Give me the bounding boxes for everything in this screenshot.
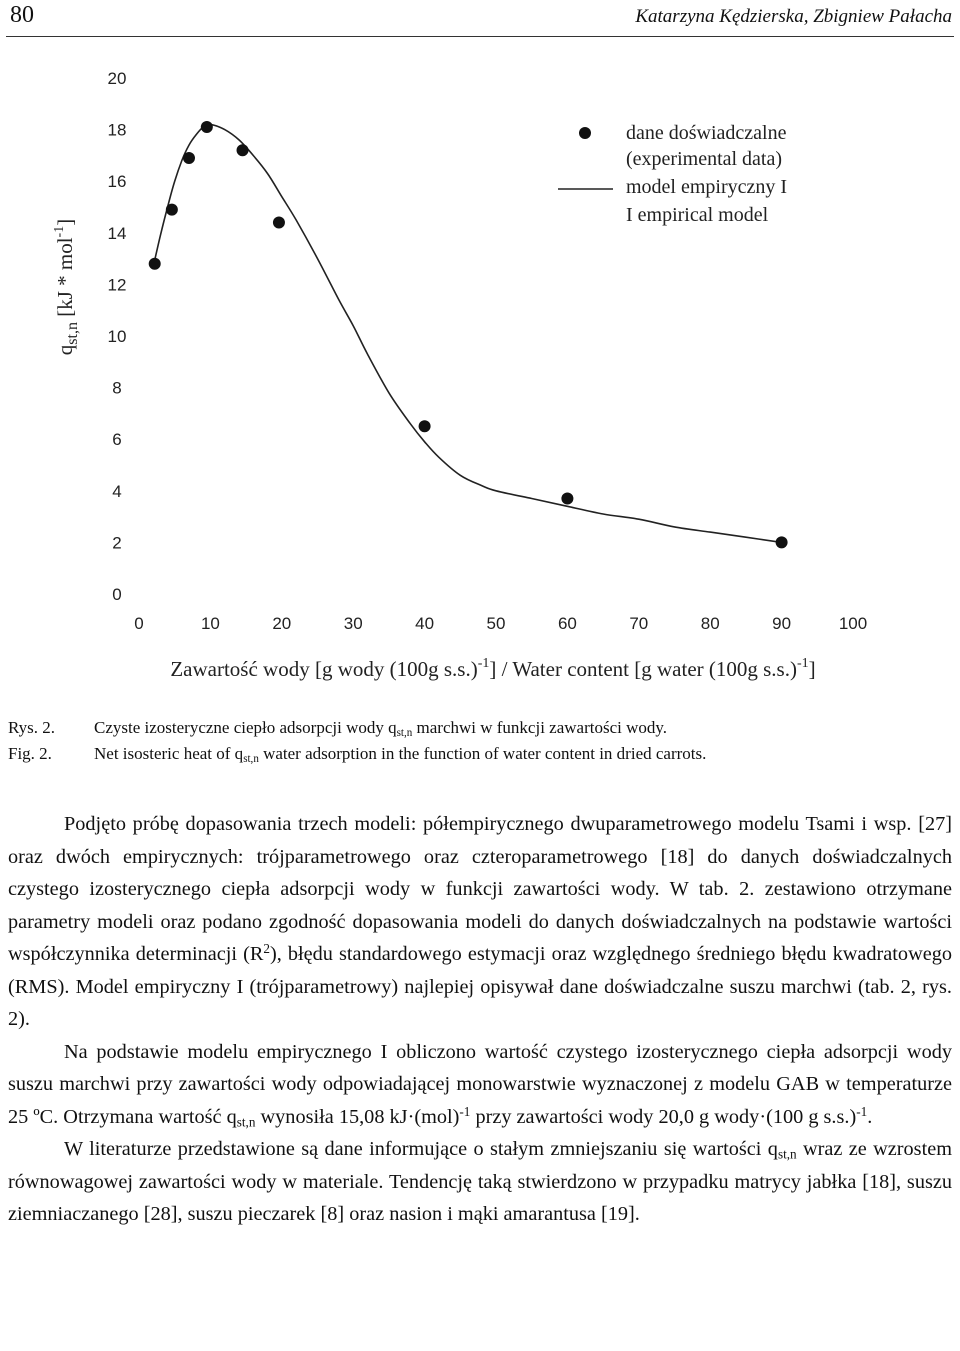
paragraph-2: Na podstawie modelu empirycznego I obliczono wartość czystego izosterycznego ciepła adsorpcji wody suszu marchwi przy zawartości wody odpowiadającej monowarstwie wyznaczonej z modelu GAB w temperaturze 25 ºC. Otrzymana wartość $q_{st,n}$ wynosiła 15,08 kJ·(mol)$^{-1}$ przy zawartości wody 20,0 g wody·(100 g s.s.)$^{-1}$.	[8, 1040, 952, 1129]
paragraph-1: Podjęto próbę dopasowania trzech modeli: półempirycznego dwuparametrowego modelu Tsami i wsp. [27] oraz dwóch empirycznych: trójparametrowego oraz czteroparametrowego [18] do danych doświadczalnych czystego izosterycznego ciepła adsorpcji wody w funkcji zawartości wody. W tab. 2. zestawiono otrzymane parametry modeli oraz podano zgodność dopasowania modeli do danych doświadczalnych na podstawie wartości współczynnika determinacji $(R^2)$, błędu standardowego estymacji oraz względnego średniego błędu kwadratowego (RMS). Model empiryczny I (trójparametrowy) najlepiej opisywał dane doświadczalne suszu marchwi (tab. 2, rys. 2).	[8, 813, 952, 1030]
data-point	[166, 204, 178, 216]
paragraph-3: W literaturze przedstawione są dane informujące o stałym zmniejszaniu się wartości $q_{st,n}$ wraz ze wzrostem równowagowej zawartości wody w materiale. Tendencję taką stwierdzono w przypadku matrycy jabłka [18], suszu ziemniaczanego [28], suszu pieczarek [8] oraz nasion i mąki amarantusa [19].	[8, 1138, 952, 1225]
x-tick-label: 70	[629, 614, 649, 633]
data-point	[183, 152, 195, 164]
x-tick-labels	[134, 614, 867, 633]
y-tick-label: 16	[107, 172, 127, 192]
data-point	[273, 216, 285, 228]
data-point	[419, 420, 431, 432]
data-point	[201, 121, 213, 133]
page-number: 80	[10, 2, 34, 28]
data-point	[237, 144, 249, 156]
y-tick-label: 20	[107, 69, 127, 88]
x-axis-title: Zawartość wody [g wody (100g s.s.)$^{-1}$] / Water content [g water (100g s.s.)$^{-1}$]	[170, 656, 816, 681]
x-tick-label: 90	[772, 614, 792, 633]
x-tick-label: 10	[200, 614, 220, 633]
x-tick-label: 80	[700, 614, 720, 633]
running-authors: Katarzyna Kędzierska, Zbigniew Pałacha	[635, 6, 952, 27]
y-tick-label: 10	[107, 327, 127, 346]
x-tick-label: 60	[557, 614, 577, 633]
data-point	[776, 536, 788, 548]
chart-figure	[0, 40, 960, 710]
y-tick-label: 8	[112, 378, 122, 398]
data-point	[149, 258, 161, 270]
y-tick-labels	[108, 69, 127, 604]
legend-model-label-pl: model empiryczny I	[626, 176, 788, 198]
y-tick-label: 18	[107, 120, 127, 140]
data-point	[561, 493, 573, 505]
y-tick-label: 2	[112, 533, 122, 553]
y-tick-label: 12	[107, 275, 127, 295]
caption-row-pl	[8, 715, 952, 741]
x-tick-label: 40	[415, 614, 435, 633]
x-tick-label: 100	[838, 614, 868, 633]
page-header	[8, 0, 952, 36]
y-tick-label: 4	[112, 481, 122, 501]
body-text	[8, 808, 952, 1231]
legend-points-label-en: (experimental data)	[626, 148, 783, 170]
y-tick-label: 0	[112, 585, 122, 604]
caption-label-rys: Rys. 2.	[8, 718, 56, 737]
header-rule	[6, 36, 954, 37]
legend	[558, 122, 787, 226]
caption-text-pl: Czyste izosteryczne ciepło adsorpcji wody $q_{st,n}$ marchwi w funkcji zawartości wody.	[94, 718, 668, 739]
legend-point-marker	[579, 127, 591, 139]
x-tick-label: 0	[134, 614, 144, 633]
figure-caption	[8, 715, 952, 767]
x-tick-label: 20	[272, 614, 292, 633]
y-tick-label: 14	[107, 223, 127, 243]
caption-row-en	[8, 741, 952, 767]
y-tick-label: 6	[112, 430, 122, 450]
legend-points-label-pl: dane doświadczalne	[626, 122, 787, 144]
legend-model-label-en: I empirical model	[626, 204, 769, 226]
x-tick-label: 30	[343, 614, 363, 633]
y-axis-title: $q_{st,n}$ [kJ * mol$^{-1}$]	[52, 218, 81, 356]
x-tick-label: 50	[486, 614, 506, 633]
caption-text-en: Net isosteric heat of $q_{st,n}$ water adsorption in the function of water content in dried carrots.	[94, 744, 707, 765]
caption-label-fig: Fig. 2.	[8, 744, 52, 763]
